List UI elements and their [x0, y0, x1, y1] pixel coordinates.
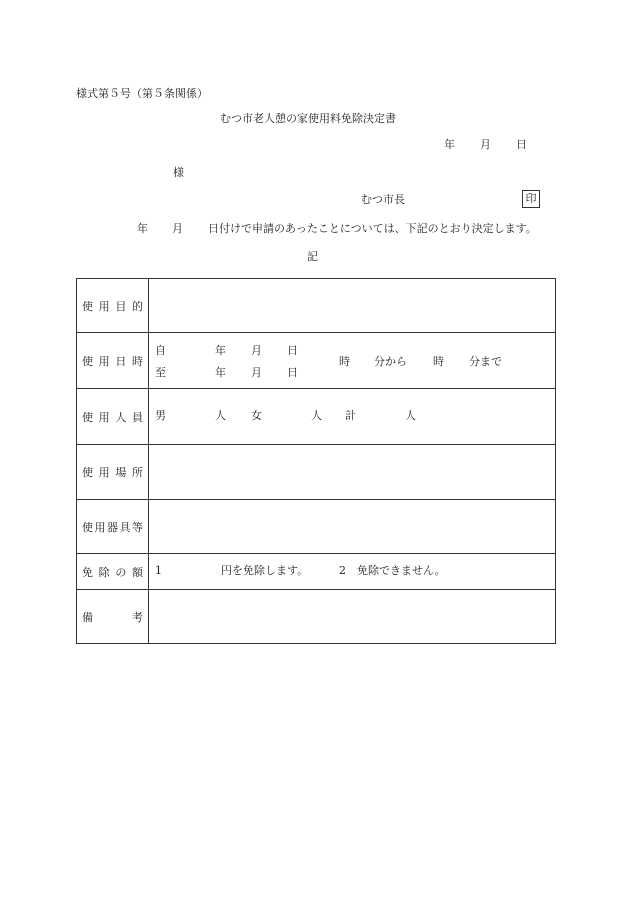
equipment-value-cell[interactable]: [149, 500, 556, 554]
issuer-name: むつ市長: [361, 193, 405, 206]
from-month-label: 月: [251, 344, 262, 357]
row-exemption: [77, 554, 556, 590]
to-label: 至: [155, 366, 166, 379]
exemption-value-cell[interactable]: [149, 554, 556, 590]
row-datetime: [77, 333, 556, 389]
to-year-label: 年: [215, 366, 226, 379]
to-month-label: 月: [251, 366, 262, 379]
option-2-number: 2: [339, 564, 346, 577]
row-remarks: [77, 590, 556, 644]
addressee-suffix: 様: [173, 166, 184, 179]
total-label: 計: [345, 409, 356, 422]
to-day-label: 日: [287, 366, 298, 379]
label-equipment: 使 用 器 具 等: [82, 520, 143, 534]
date-day-label: 日: [516, 138, 527, 151]
label-remarks: 備 考: [82, 610, 143, 624]
purpose-value-cell[interactable]: [149, 279, 556, 333]
option-1-number: 1: [155, 564, 162, 577]
remarks-value-cell[interactable]: [149, 590, 556, 644]
option-2-text: 免除できません。: [357, 564, 446, 577]
total-unit: 人: [405, 409, 416, 422]
people-value-cell[interactable]: [149, 389, 556, 445]
row-place: [77, 445, 556, 500]
male-unit: 人: [215, 409, 226, 422]
body-year-label: 年: [137, 222, 148, 235]
from-day-label: 日: [287, 344, 298, 357]
row-equipment: [77, 500, 556, 554]
document-title: むつ市老人憩の家使用料免除決定書: [220, 112, 396, 125]
form-number: 様式第５号（第５条関係）: [76, 87, 208, 100]
option-1-text: 円を免除します。: [221, 564, 309, 577]
from-year-label: 年: [215, 344, 226, 357]
female-unit: 人: [311, 409, 322, 422]
label-purpose: 使 用 目 的: [82, 299, 143, 313]
from-label: 自: [155, 344, 166, 357]
row-people: [77, 389, 556, 445]
female-label: 女: [251, 409, 262, 422]
datetime-value-cell[interactable]: [149, 333, 556, 389]
decision-statement: 日付けで申請のあったことについては、下記のとおり決定します。: [208, 222, 537, 235]
place-value-cell[interactable]: [149, 445, 556, 500]
hour-from-label: 時: [339, 355, 350, 368]
label-place: 使 用 場 所: [82, 466, 143, 479]
hour-to-label: 時: [433, 355, 444, 368]
seal-mark: 印: [522, 190, 540, 208]
ki-heading: 記: [307, 250, 318, 263]
details-table: [76, 278, 556, 644]
male-label: 男: [155, 409, 166, 422]
label-exemption: 免 除 の 額: [82, 565, 143, 579]
label-datetime: 使 用 日 時: [82, 354, 143, 368]
minute-to-label: 分まで: [469, 355, 502, 368]
row-purpose: [77, 279, 556, 333]
body-month-label: 月: [172, 222, 183, 235]
date-month-label: 月: [480, 138, 491, 151]
minute-from-label: 分から: [374, 355, 407, 368]
label-people: 使 用 人 員: [82, 410, 143, 424]
date-year-label: 年: [444, 138, 455, 151]
